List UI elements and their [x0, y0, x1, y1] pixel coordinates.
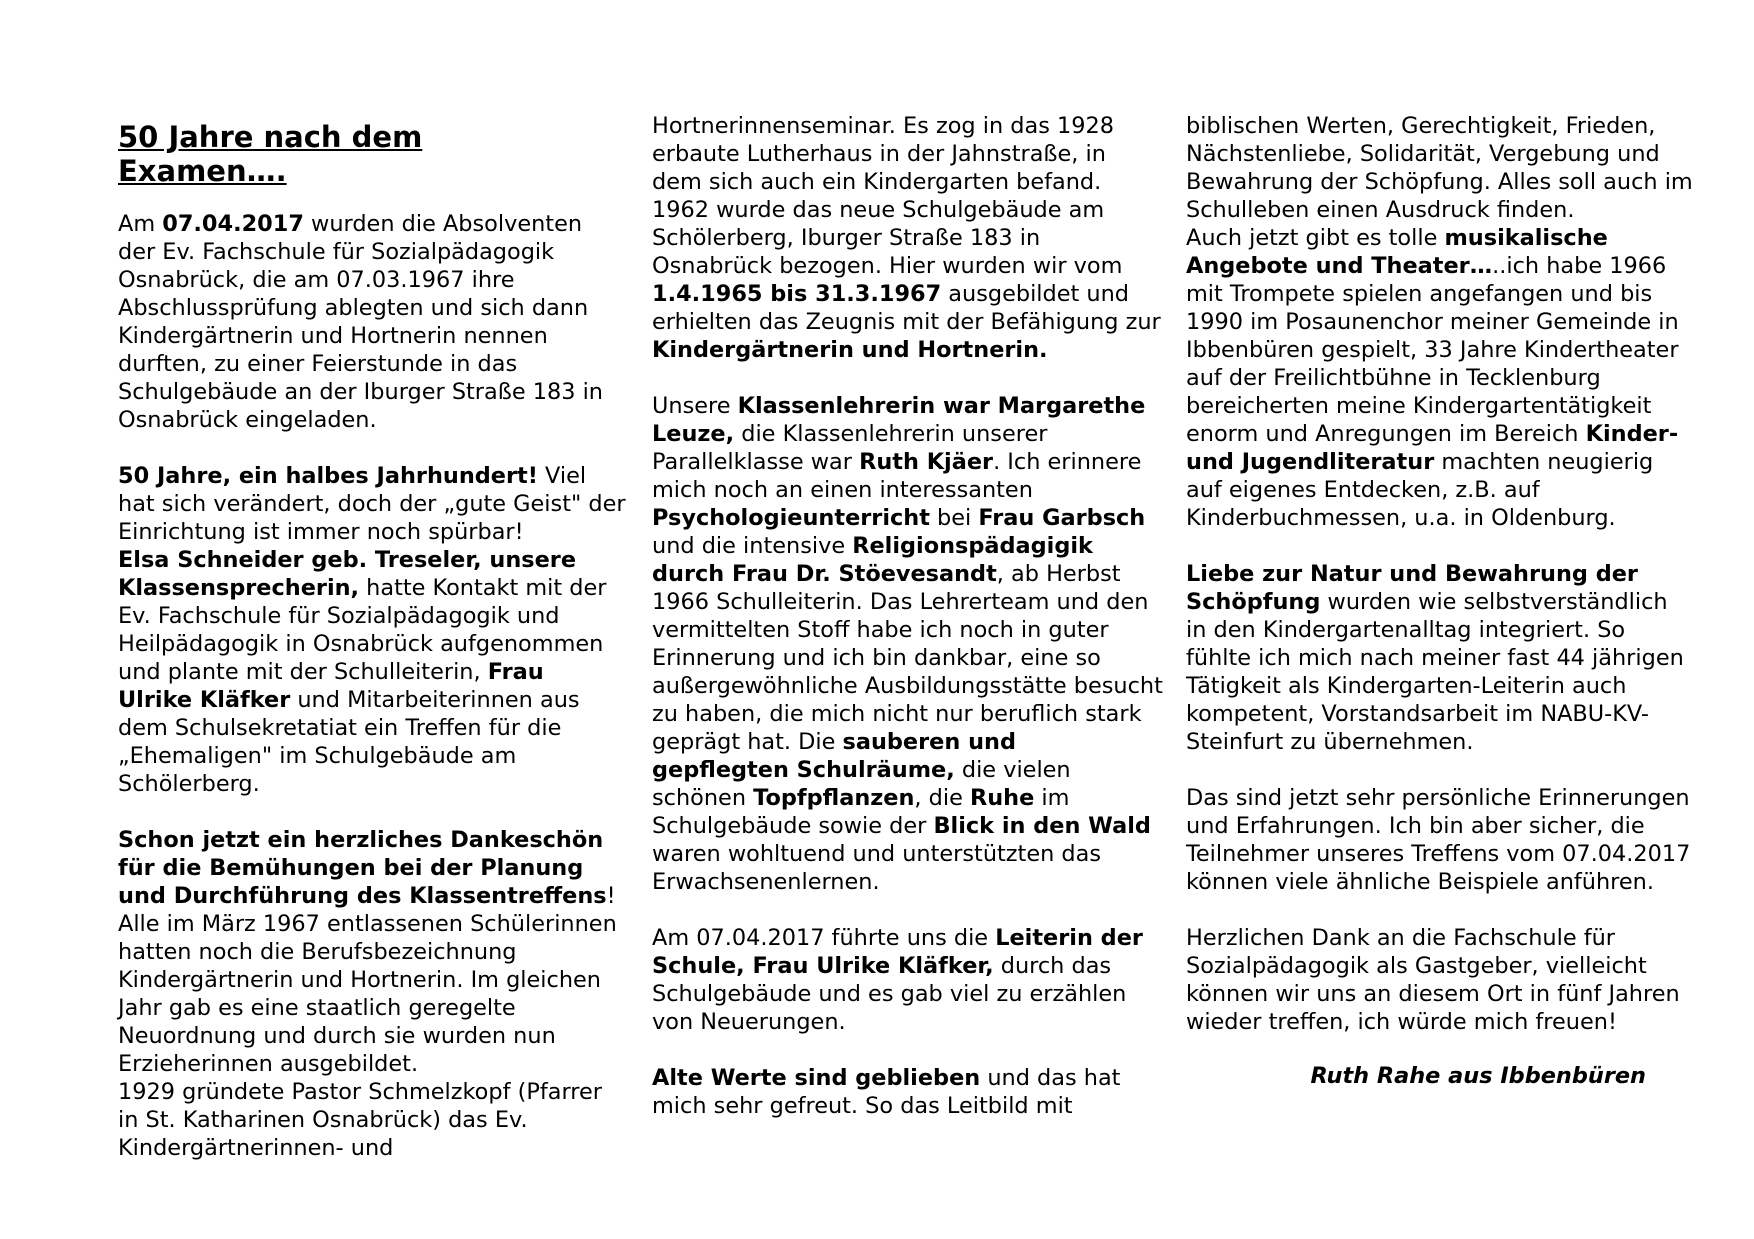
text-line [1186, 672, 1656, 700]
text-line [652, 924, 1143, 952]
body-text: Erwachsenenlernen. [652, 869, 880, 895]
article-paragraph [1186, 560, 1684, 756]
text-line [1186, 840, 1691, 868]
text-line [652, 728, 1122, 756]
body-text: geprägt hat. Die [652, 729, 843, 755]
text-line [118, 490, 626, 518]
body-text: 1929 gründete Pastor Schmelzkopf (Pfarrer [118, 1079, 602, 1105]
body-text: hatte Kontakt mit der [359, 575, 607, 601]
body-text: hat sich verändert, doch der „gute Geist" der [118, 491, 626, 517]
text-line [652, 196, 1122, 224]
text-line [118, 1106, 588, 1134]
body-text: außergewöhnliche Ausbildungsstätte besucht [652, 673, 1163, 699]
body-text: und das hat [980, 1065, 1121, 1091]
text-line [652, 224, 1122, 252]
text-line [118, 1050, 588, 1078]
text-line [652, 952, 1122, 980]
text-line [1186, 112, 1656, 140]
body-text: , die [914, 785, 970, 811]
body-text: 1966 Schulleiterin. Das Lehrerteam und den [652, 589, 1149, 615]
text-line [1186, 560, 1656, 588]
body-text: Kindergärtnerin und Hortnerin nennen [118, 323, 548, 349]
emphasized-text: 50 Jahre, ein halbes Jahrhundert! [118, 463, 538, 489]
text-line [1186, 728, 1656, 756]
text-line [1186, 140, 1660, 168]
body-text: biblischen Werten, Gerechtigkeit, Frieden, [1186, 113, 1656, 139]
text-line [652, 448, 1142, 476]
body-text: . Ich erinnere [993, 449, 1142, 475]
text-line [652, 308, 1161, 336]
body-text: Hortnerinnenseminar. Es zog in das 1928 [652, 113, 1114, 139]
text-line [118, 1078, 602, 1106]
body-text: Am [118, 211, 163, 237]
emphasized-text: Alte Werte sind geblieben [652, 1065, 981, 1091]
text-line [652, 756, 1122, 784]
text-line [1186, 504, 1656, 532]
emphasized-text: Kindergärtnerin und Hortnerin. [652, 337, 1048, 363]
text-line [1186, 252, 1667, 280]
text-line [652, 532, 1122, 560]
body-text: Unsere [652, 393, 738, 419]
text-line [1186, 1008, 1656, 1036]
body-text: mit Trompete spielen angefangen und bis [1186, 281, 1653, 307]
body-text: ..ich habe 1966 [1492, 253, 1667, 279]
text-line [1186, 168, 1693, 196]
text-line [652, 112, 1122, 140]
body-text: Heilpädagogik in Osnabrück aufgenommen [118, 631, 604, 657]
text-line [118, 910, 617, 938]
body-text: hatten noch die Berufsbezeichnung [118, 939, 517, 965]
text-line [118, 238, 588, 266]
body-text: 1962 wurde das neue Schulgebäude am [652, 197, 1105, 223]
body-text: wieder treffen, ich würde mich freuen! [1186, 1009, 1617, 1035]
text-line [1186, 224, 1656, 252]
article-column-2 [652, 112, 1163, 1148]
emphasized-text: 1.4.1965 bis 31.3.1967 [652, 281, 942, 307]
emphasized-text: durch Frau Dr. Stöevesandt [652, 561, 997, 587]
text-line [652, 588, 1149, 616]
body-text: Erzieherinnen ausgebildet. [118, 1051, 419, 1077]
article-paragraph [652, 1064, 1122, 1120]
text-line [652, 1008, 1122, 1036]
text-line [1186, 784, 1690, 812]
text-line [652, 700, 1142, 728]
text-line [1186, 196, 1656, 224]
emphasized-text: Frau Garbsch [978, 505, 1146, 531]
text-line [652, 252, 1122, 280]
emphasized-text: 07.04.2017 [162, 211, 304, 237]
body-text: Sozialpädagogik als Gastgeber, vielleicht [1186, 953, 1647, 979]
article-paragraph [652, 112, 1161, 364]
text-line [1186, 812, 1656, 840]
body-text: Teilnehmer unseres Treffens vom 07.04.2017 [1186, 841, 1691, 867]
article-paragraph [1186, 112, 1693, 532]
body-text: Tätigkeit als Kindergarten-Leiterin auch [1186, 673, 1627, 699]
emphasized-text: musikalische [1444, 225, 1608, 251]
text-line [652, 672, 1163, 700]
article-paragraph [652, 392, 1163, 896]
emphasized-text: Angebote und Theater… [1186, 253, 1493, 279]
text-line [652, 1092, 1122, 1120]
text-line [652, 392, 1146, 420]
body-text: schönen [652, 785, 754, 811]
text-line [118, 322, 588, 350]
emphasized-text: Schöpfung [1186, 589, 1321, 615]
body-text: Jahr gab es eine staatlich geregelte [118, 995, 516, 1021]
emphasized-text: Elsa Schneider geb. Treseler, unsere [118, 547, 577, 573]
body-text: die vielen [954, 757, 1071, 783]
text-line [1186, 476, 1656, 504]
body-text: dem sich auch ein Kindergarten befand. [652, 169, 1102, 195]
body-text: Ibbenbüren gespielt, 33 Jahre Kindertheater [1186, 337, 1679, 363]
text-line [1186, 644, 1684, 672]
body-text: Neuordnung und durch sie wurden nun [118, 1023, 556, 1049]
body-text: Schölerberg, Iburger Straße 183 in [652, 225, 1041, 251]
emphasized-text: Blick in den Wald [933, 813, 1151, 839]
text-line [652, 140, 1122, 168]
article-paragraph [118, 210, 603, 434]
body-text: Viel [537, 463, 587, 489]
body-text: Herzlichen Dank an die Fachschule für [1186, 925, 1615, 951]
emphasized-text: Psychologieunterricht [652, 505, 930, 531]
text-line [118, 714, 588, 742]
text-line [1186, 420, 1679, 448]
article-title: 50 Jahre nach dem Examen…. [118, 120, 423, 188]
text-line [118, 742, 588, 770]
text-line [118, 518, 588, 546]
text-line [118, 938, 588, 966]
body-text: Steinfurt zu übernehmen. [1186, 729, 1474, 755]
text-line [652, 616, 1122, 644]
body-text: durften, zu einer Feierstunde in das [118, 351, 518, 377]
text-line [1186, 448, 1656, 476]
body-text: erbaute Lutherhaus in der Jahnstraße, in [652, 141, 1106, 167]
body-text: Osnabrück eingeladen. [118, 407, 377, 433]
body-text: waren wohltuend und unterstützten das [652, 841, 1102, 867]
emphasized-text: Leuze, [652, 421, 735, 447]
body-text: und Mitarbeiterinnen aus [290, 687, 580, 713]
text-line [118, 602, 588, 630]
emphasized-text: Schon jetzt ein herzliches Dankeschön [118, 827, 604, 853]
body-text: Schulgebäude und es gab viel zu erzählen [652, 981, 1127, 1007]
body-text: Das sind jetzt sehr persönliche Erinnerungen [1186, 785, 1690, 811]
emphasized-text: Liebe zur Natur und Bewahrung der [1186, 561, 1638, 587]
body-text: Schulgebäude sowie der [652, 813, 934, 839]
body-text: und Erfahrungen. Ich bin aber sicher, die [1186, 813, 1645, 839]
text-line [118, 630, 604, 658]
body-text: Kinderbuchmessen, u.a. in Oldenburg. [1186, 505, 1616, 531]
body-text: kompetent, Vorstandsarbeit im NABU-KV- [1186, 701, 1649, 727]
body-text: und die intensive [652, 533, 853, 559]
text-line [652, 784, 1122, 812]
body-text: Ev. Fachschule für Sozialpädagogik und [118, 603, 560, 629]
body-text: fühlte ich mich nach meiner fast 44 jährigen [1186, 645, 1684, 671]
article-column-1 [118, 120, 626, 1190]
body-text: mich noch an einen interessanten [652, 477, 1033, 503]
body-text: dem Schulsekretatiat ein Treffen für die [118, 715, 562, 741]
body-text: Parallelklasse war [652, 449, 860, 475]
body-text: enorm und Anregungen im Bereich [1186, 421, 1586, 447]
text-line [118, 210, 588, 238]
body-text: Nächstenliebe, Solidarität, Vergebung und [1186, 141, 1660, 167]
text-line [118, 462, 588, 490]
text-line [1186, 280, 1656, 308]
article-paragraph [652, 924, 1143, 1036]
text-line [118, 882, 616, 910]
text-line [1186, 588, 1668, 616]
text-line [118, 658, 588, 686]
text-line [652, 560, 1122, 588]
emphasized-text: Ruhe [969, 785, 1035, 811]
text-line [652, 980, 1127, 1008]
emphasized-text: gepflegten Schulräume, [652, 757, 955, 783]
emphasized-text: Leiterin der [995, 925, 1143, 951]
body-text: zu haben, die mich nicht nur beruflich stark [652, 701, 1142, 727]
body-text: auf der Freilichtbühne in Tecklenburg [1186, 365, 1601, 391]
emphasized-text: Topfpflanzen [753, 785, 915, 811]
body-text: 1990 im Posaunenchor meiner Gemeinde in [1186, 309, 1679, 335]
body-text: Kindergärtnerinnen- und [118, 1135, 394, 1161]
emphasized-text: Ulrike Kläfker [118, 687, 291, 713]
text-line [118, 378, 603, 406]
text-line [118, 966, 601, 994]
body-text: die Klassenlehrerin unserer [734, 421, 1048, 447]
text-line [1186, 952, 1656, 980]
text-line [118, 994, 588, 1022]
emphasized-text: Klassenlehrerin war Margarethe [737, 393, 1146, 419]
text-line [118, 574, 607, 602]
body-text: Alle im März 1967 entlassenen Schülerinnen [118, 911, 617, 937]
body-text: Osnabrück, die am 07.03.1967 ihre [118, 267, 515, 293]
text-line [118, 1134, 588, 1162]
text-line [1186, 924, 1656, 952]
body-text: können viele ähnliche Beispiele anführen. [1186, 869, 1654, 895]
text-line [118, 294, 588, 322]
text-line [652, 168, 1122, 196]
text-line [652, 420, 1122, 448]
body-text: wurden die Absolventen [303, 211, 583, 237]
article-paragraph [118, 826, 617, 1162]
body-text: , ab Herbst [996, 561, 1121, 587]
body-text: Bewahrung der Schöpfung. Alles soll auch im [1186, 169, 1693, 195]
body-text: auf eigenes Entdecken, z.B. auf [1186, 477, 1540, 503]
text-line [1186, 868, 1656, 896]
article-paragraph [1186, 784, 1691, 896]
emphasized-text: sauberen und [842, 729, 1016, 755]
text-line [1186, 308, 1679, 336]
body-text: Schulleben einen Ausdruck finden. [1186, 197, 1575, 223]
body-text: Abschlussprüfung ablegten und sich dann [118, 295, 589, 321]
body-text: können wir uns an diesem Ort in fünf Jahren [1186, 981, 1680, 1007]
emphasized-text: Kinder- [1585, 421, 1679, 447]
text-line [1186, 364, 1656, 392]
body-text: bereicherten meine Kindergartentätigkeit [1186, 393, 1652, 419]
body-text: in St. Katharinen Osnabrück) das Ev. [118, 1107, 528, 1133]
body-text: Schulgebäude an der Iburger Straße 183 in [118, 379, 603, 405]
text-line [1186, 980, 1680, 1008]
emphasized-text: Klassensprecherin, [118, 575, 360, 601]
body-text: ! [606, 883, 616, 909]
text-line [118, 686, 588, 714]
text-line [652, 280, 1130, 308]
article-paragraph [1186, 924, 1680, 1036]
emphasized-text: Religionspädagigik [852, 533, 1093, 559]
body-text: vermittelten Stoff habe ich noch in guter [652, 617, 1109, 643]
body-text: Schölerberg. [118, 771, 260, 797]
text-line [118, 854, 588, 882]
emphasized-text: Ruth Kjäer [859, 449, 994, 475]
text-line [118, 826, 604, 854]
body-text: ausgebildet und [941, 281, 1130, 307]
body-text: Erinnerung und ich bin dankbar, eine so [652, 645, 1101, 671]
body-text: Auch jetzt gibt es tolle [1186, 225, 1445, 251]
text-line [118, 770, 588, 798]
text-line [652, 336, 1122, 364]
body-text: und plante mit der Schulleiterin, [118, 659, 488, 685]
emphasized-text: Frau [487, 659, 544, 685]
text-line [118, 266, 588, 294]
emphasized-text: und Jugendliteratur [1186, 449, 1435, 475]
text-line [1186, 700, 1656, 728]
text-line [118, 546, 588, 574]
body-text: erhielten das Zeugnis mit der Befähigung zur [652, 309, 1161, 335]
body-text: Einrichtung ist immer noch spürbar! [118, 519, 524, 545]
text-line [118, 1022, 588, 1050]
text-line [652, 868, 1122, 896]
text-line [118, 350, 588, 378]
text-line [1186, 392, 1656, 420]
body-text: der Ev. Fachschule für Sozialpädagogik [118, 239, 555, 265]
text-line [118, 406, 588, 434]
emphasized-text: Schule, Frau Ulrike Kläfker, [652, 953, 994, 979]
text-line [652, 1064, 1122, 1092]
text-line [652, 504, 1146, 532]
text-line [1186, 336, 1679, 364]
text-line [652, 812, 1151, 840]
text-line [652, 476, 1122, 504]
emphasized-text: für die Bemühungen bei der Planung [118, 855, 584, 881]
body-text: im [1034, 785, 1070, 811]
body-text: wurden wie selbstverständlich [1320, 589, 1668, 615]
body-text: Osnabrück bezogen. Hier wurden wir vom [652, 253, 1123, 279]
text-line [652, 644, 1122, 672]
body-text: mich sehr gefreut. So das Leitbild mit [652, 1093, 1073, 1119]
body-text: durch das [993, 953, 1112, 979]
author-signature: Ruth Rahe aus Ibbenbüren [1310, 1063, 1646, 1089]
body-text: machten neugierig [1434, 449, 1654, 475]
emphasized-text: und Durchführung des Klassentreffens [118, 883, 607, 909]
body-text: Kindergärtnerin und Hortnerin. Im gleichen [118, 967, 601, 993]
text-line [1186, 616, 1656, 644]
article-paragraph [118, 462, 626, 798]
body-text: bei [929, 505, 979, 531]
body-text: in den Kindergartenalltag integriert. So [1186, 617, 1626, 643]
text-line [652, 840, 1122, 868]
body-text: Am 07.04.2017 führte uns die [652, 925, 996, 951]
article-column-3 [1186, 112, 1693, 1064]
body-text: „Ehemaligen" im Schulgebäude am [118, 743, 517, 769]
body-text: von Neuerungen. [652, 1009, 846, 1035]
